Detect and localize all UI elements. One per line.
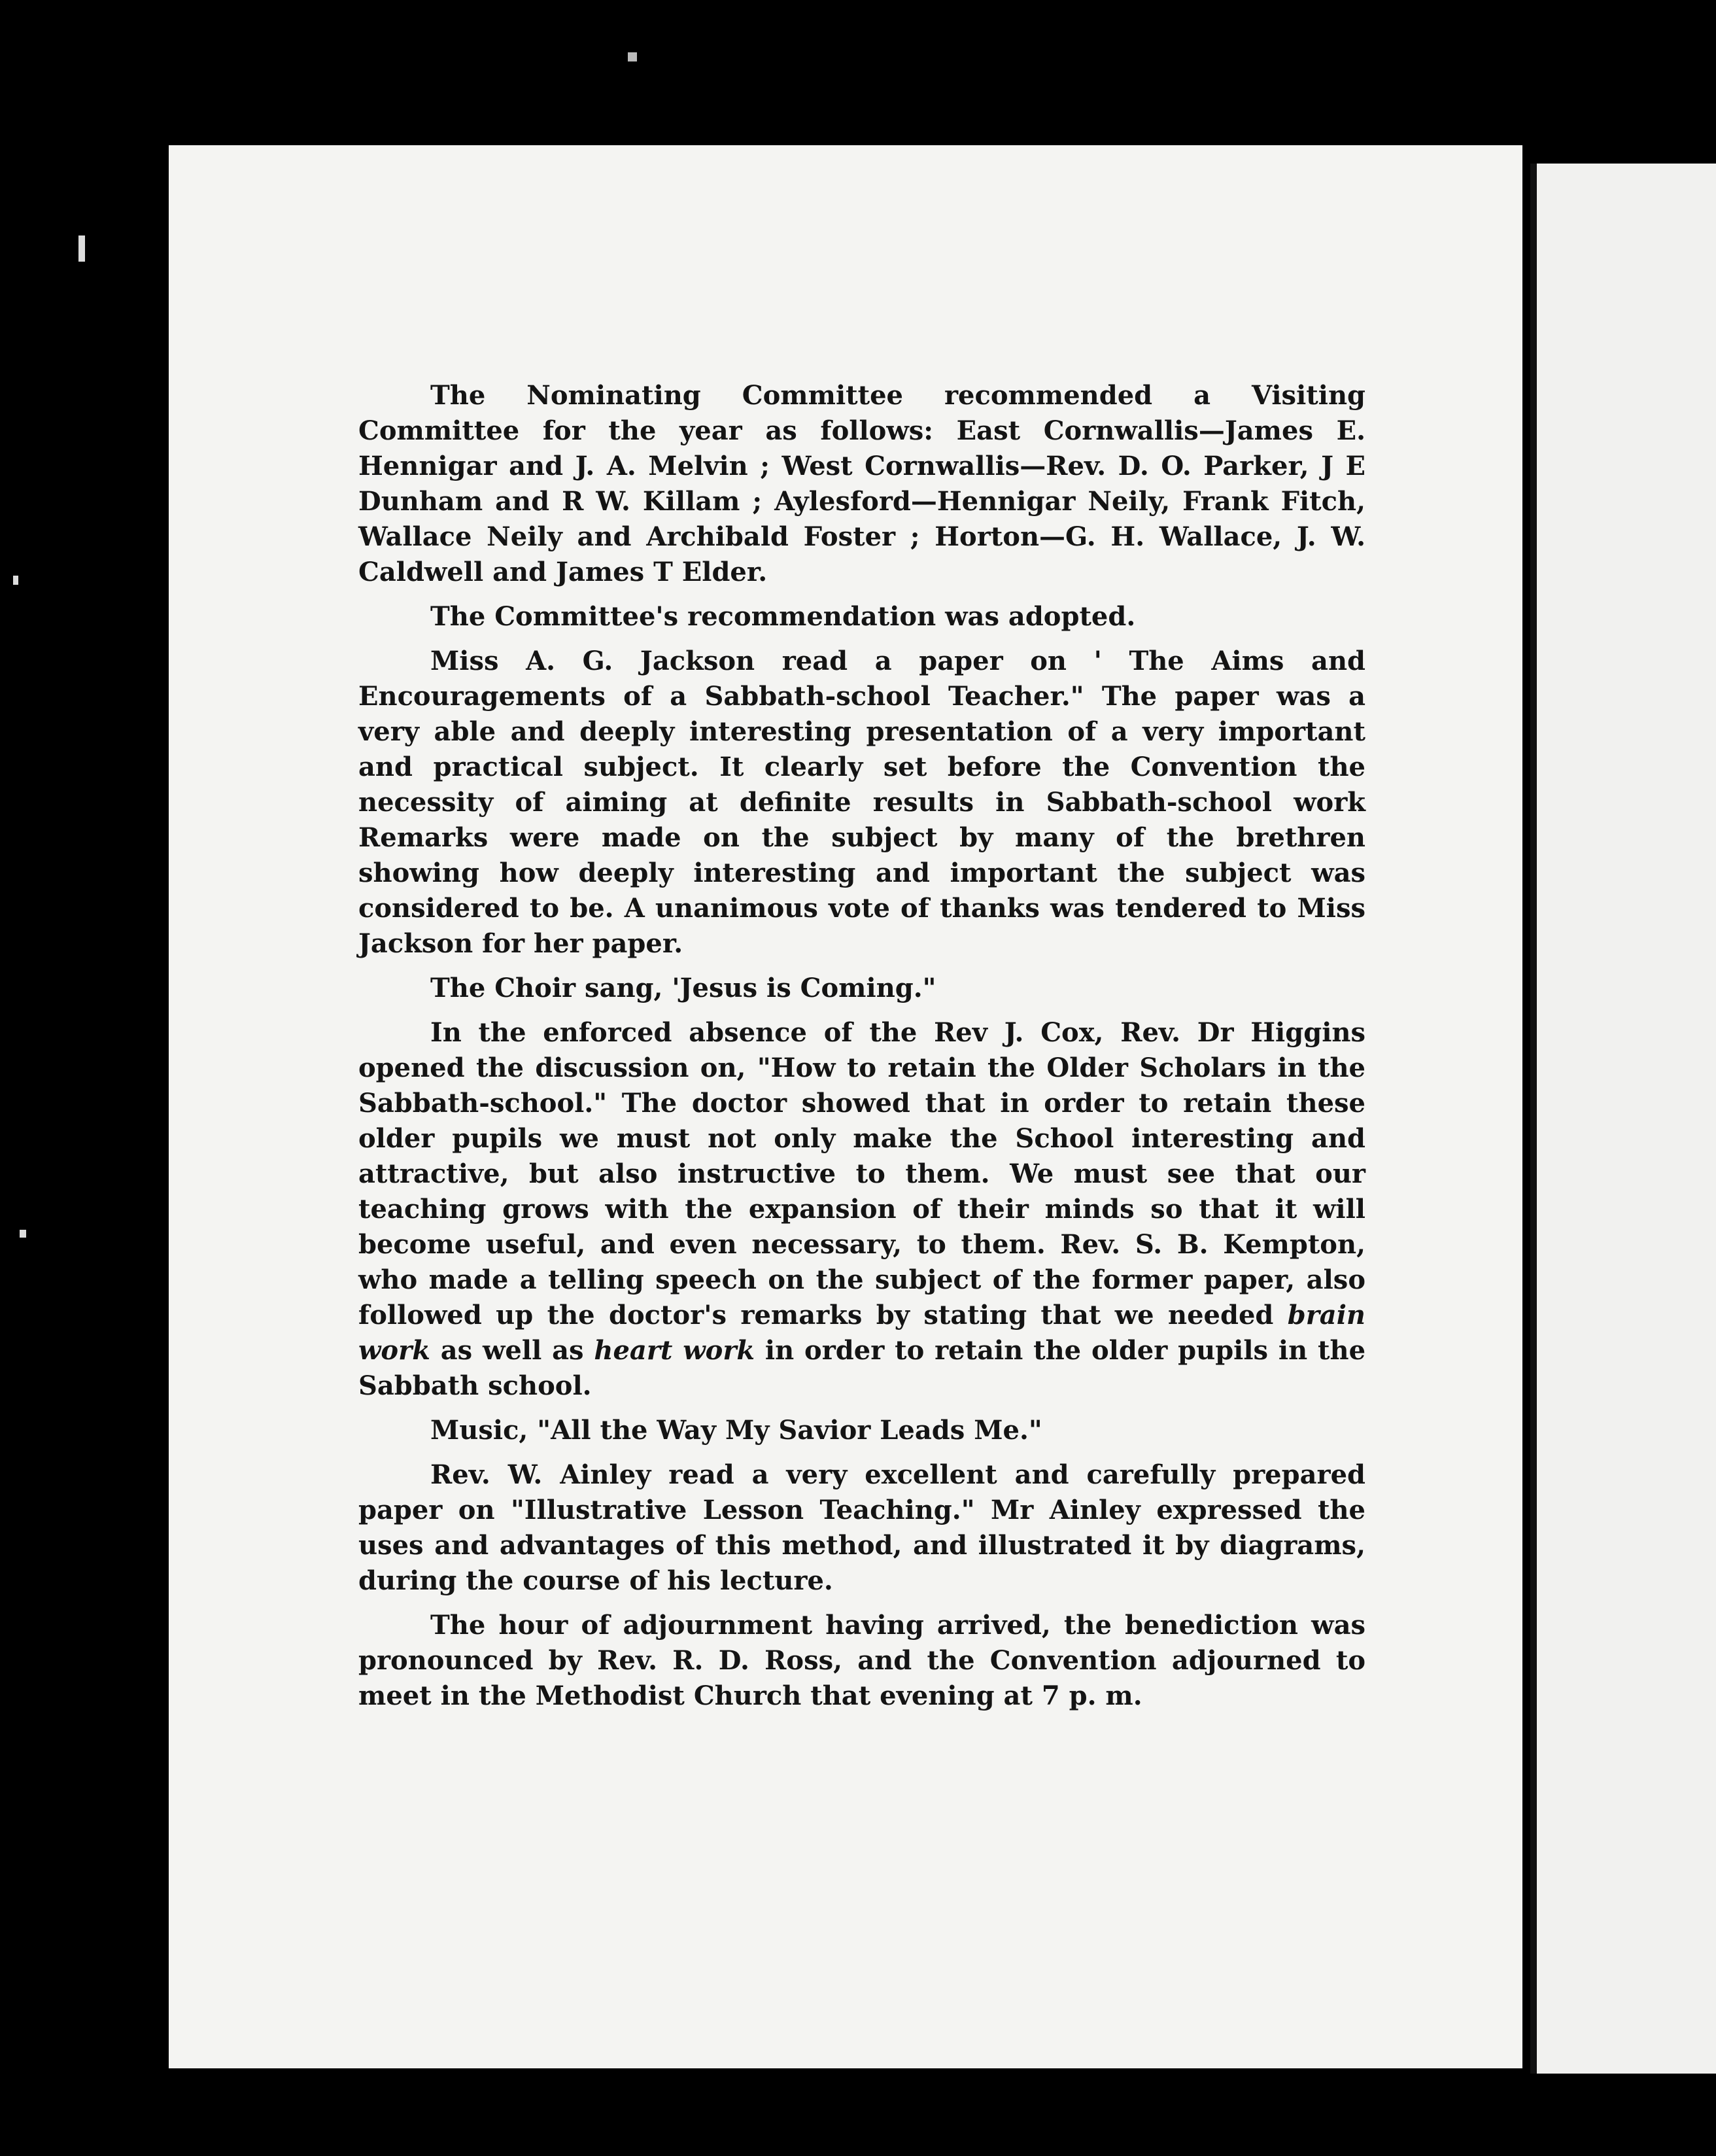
- brain-work-phrase: brain work: [358, 1300, 1365, 1366]
- heart-work-phrase: heart work: [594, 1335, 755, 1366]
- paragraph-music: Music, "All the Way My Savior Leads Me.": [430, 1415, 1042, 1446]
- paragraph-older-scholars: [358, 1015, 1365, 1404]
- scan-speck: [628, 52, 637, 61]
- scan-speck: [20, 1230, 26, 1238]
- as-well-as-text: as well as: [430, 1335, 594, 1366]
- right-page-edge: [1530, 164, 1716, 2074]
- paragraph-jackson-paper: Miss A. G. Jackson read a paper on ' The Aims and Encouragements of a Sabbath-school Teacher." The paper was a very able and deeply interesting presentation of a very important and practical subject. It clearly set before the Convention the necessity of aiming at definite results in Sabbath-school work Remarks were made on the subject by many of the brethren showing how deeply interesting and important the subject was considered to be. A unanimous vote of thanks was tendered to Miss Jackson for her paper.: [358, 646, 1365, 959]
- paragraph-ainley-paper: Rev. W. Ainley read a very excellent and carefully prepared paper on "Illustrative Lesson Teaching." Mr Ainley expressed the uses and advantages of this method, and illustrated it by diagrams, during the course of his lecture.: [358, 1459, 1365, 1596]
- paragraph-choir-sang: The Choir sang, 'Jesus is Coming.": [430, 973, 936, 1003]
- paragraph-recommendation-adopted: The Committee's recommendation was adopted.: [430, 601, 1136, 632]
- paragraph-older-scholars-text: In the enforced absence of the Rev J. Cox, Rev. Dr Higgins opened the discussion on, "How to retain the Older Scholars in the Sabbath-school." The doctor showed that in order to retain these older pupils we must not only make the School interesting and attractive, but also instructive to them. We must see that our teaching grows with the expansion of their minds so that it will become useful, and even necessary, to them. Rev. S. B. Kempton, who made a telling speech on the subject of the former paper, also followed up the doctor's remarks by stating that we needed: [358, 1017, 1365, 1330]
- scan-speck: [13, 576, 18, 585]
- paragraph-visiting-committee: The Nominating Committee recommended a Visiting Committee for the year as follows: East Cornwallis—James E. Hennigar and J. A. Melvin ; West Cornwallis—Rev. D. O. Parker, J E Dunham and R W. Killam ; Aylesford—Hennigar Neily, Frank Fitch, Wallace Neily and Archibald Foster ; Horton—G. H. Wallace, J. W. Caldwell and James T Elder.: [358, 380, 1365, 587]
- scan-speck: [78, 235, 85, 262]
- paragraph-adjournment: The hour of adjournment having arrived, the benediction was pronounced by Rev. R. D. Ross, and the Convention adjourned to meet in the Methodist Church that evening at 7 p. m.: [358, 1610, 1365, 1711]
- paragraph-older-scholars-end: in order to retain the older pupils in the Sabbath school.: [358, 1335, 1366, 1401]
- page-body: [358, 378, 1365, 1723]
